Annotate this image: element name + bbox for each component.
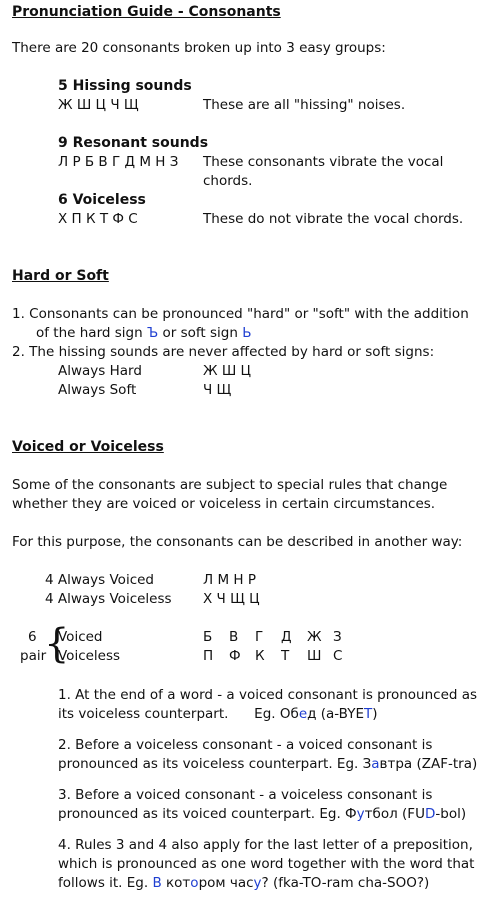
voiceless-pair-letters — [203, 648, 359, 664]
rule3-post: -bol) — [435, 806, 467, 822]
pair-word: pair — [20, 648, 47, 664]
rule2-line2 — [58, 756, 477, 772]
always-soft-letters: Ч Щ — [203, 382, 232, 398]
rule4-mid1: кот — [161, 875, 191, 891]
rule4-line1: 4. Rules 3 and 4 also apply for the last letter of a preposition, — [58, 837, 473, 853]
voiced-letter: Б — [203, 629, 213, 645]
intro-text: There are 20 consonants broken up into 3 easy groups: — [12, 40, 386, 56]
voiced-para1-line1: Some of the consonants are subject to special rules that change — [12, 477, 448, 493]
group-desc-hissing: These are all "hissing" noises. — [203, 97, 406, 113]
hard-soft-item1-mid: or soft sign — [158, 325, 243, 341]
always-voiceless-letters: Х Ч Щ Ц — [203, 591, 260, 607]
soft-sign: Ь — [242, 325, 252, 341]
rule4-post: ? (fka-TO-ram cha-SOO?) — [261, 875, 430, 891]
voiceless-letter: П — [203, 648, 214, 664]
hard-soft-item1-line1: 1. Consonants can be pronounced "hard" or "soft" with the addition — [12, 306, 469, 322]
voiced-para2: For this purpose, the consonants can be described in another way: — [12, 534, 463, 550]
rule1-post: ) — [372, 706, 378, 722]
voiced-letter: Г — [255, 629, 264, 645]
group-letters-resonant: Л Р Б В Г Д М Н З — [58, 154, 179, 170]
rule2-text: pronounced as its voiceless counterpart. Eg. З — [58, 756, 372, 772]
rule4-stress-vowel-1: о — [190, 875, 199, 891]
voiceless-letter: Ш — [307, 648, 322, 664]
voiceless-label: Voiceless — [58, 648, 121, 664]
rule4-highlight-preposition: В — [152, 875, 162, 891]
group-desc-resonant-line1: These consonants vibrate the vocal — [203, 154, 444, 170]
rule4-text: follows it. Eg. — [58, 875, 153, 891]
voiceless-letter: Т — [281, 648, 290, 664]
rule4-line3 — [58, 875, 429, 891]
always-voiced-letters: Л М Н Р — [203, 572, 256, 588]
voiced-letter: З — [333, 629, 342, 645]
rule2-line1: 2. Before a voiceless consonant - a voiced consonant is — [58, 737, 433, 753]
voiced-label: Voiced — [58, 629, 103, 645]
group-heading-resonant: 9 Resonant sounds — [58, 135, 209, 151]
voiced-letter: Д — [281, 629, 292, 645]
rule4-stress-vowel-2: у — [253, 875, 262, 891]
rule3-stress-vowel: у — [356, 806, 365, 822]
voiceless-letter: С — [333, 648, 343, 664]
rule1-highlight: T — [363, 706, 373, 722]
section-heading-voiced: Voiced or Voiceless — [12, 439, 164, 455]
always-voiced-label: 4 Always Voiced — [45, 572, 154, 588]
always-voiceless-label: 4 Always Voiceless — [45, 591, 172, 607]
rule3-mid: тбол (FU — [364, 806, 425, 822]
always-soft-label: Always Soft — [58, 382, 137, 398]
hard-sign: Ъ — [146, 325, 159, 341]
group-desc-voiceless: These do not vibrate the vocal chords. — [203, 211, 464, 227]
rule3-line2 — [58, 806, 466, 822]
voiced-para1-line2: whether they are voiced or voiceless in certain circumstances. — [12, 496, 436, 512]
group-letters-voiceless: Х П К Т Ф С — [58, 211, 138, 227]
rule3-text: pronounced as its voiced counterpart. Eg. Ф — [58, 806, 357, 822]
rule1-stress-vowel: е — [298, 706, 308, 722]
rule3-line1: 3. Before a voiced consonant - a voiceless consonant is — [58, 787, 433, 803]
rule1-mid: д (a-BYE — [307, 706, 364, 722]
rule2-mid: втра (ZAF-tra) — [379, 756, 478, 772]
group-heading-voiceless: 6 Voiceless — [58, 192, 146, 208]
left-brace: { — [44, 621, 70, 667]
hard-soft-item2: 2. The hissing sounds are never affected by hard or soft signs: — [12, 344, 435, 360]
always-hard-label: Always Hard — [58, 363, 142, 379]
group-desc-resonant-line2: chords. — [203, 173, 253, 189]
group-heading-hissing: 5 Hissing sounds — [58, 78, 192, 94]
voiced-letter: Ж — [307, 629, 322, 645]
rule4-line2: which is pronounced as one word together with the word that — [58, 856, 475, 872]
rule3-highlight: D — [424, 806, 436, 822]
pair-count: 6 — [28, 629, 37, 645]
group-letters-hissing: Ж Ш Ц Ч Щ — [58, 97, 139, 113]
page-title: Pronunciation Guide - Consonants — [12, 4, 281, 20]
always-hard-letters: Ж Ш Ц — [203, 363, 252, 379]
rule1-line1: 1. At the end of a word - a voiced consonant is pronounced as — [58, 687, 478, 703]
rule1-text: its voiceless counterpart. Eg. Об — [58, 706, 299, 722]
rule4-mid2: ром час — [198, 875, 254, 891]
rule1-line2 — [58, 706, 378, 722]
voiced-pair-letters — [203, 629, 359, 645]
section-heading-hard-soft: Hard or Soft — [12, 268, 109, 284]
voiceless-letter: Ф — [229, 648, 241, 664]
voiced-letter: В — [229, 629, 239, 645]
voiceless-letter: К — [255, 648, 265, 664]
hard-soft-item1-line2 — [36, 325, 251, 341]
rule2-stress-vowel: а — [371, 756, 380, 772]
hard-soft-item1-pre: of the hard sign — [36, 325, 147, 341]
